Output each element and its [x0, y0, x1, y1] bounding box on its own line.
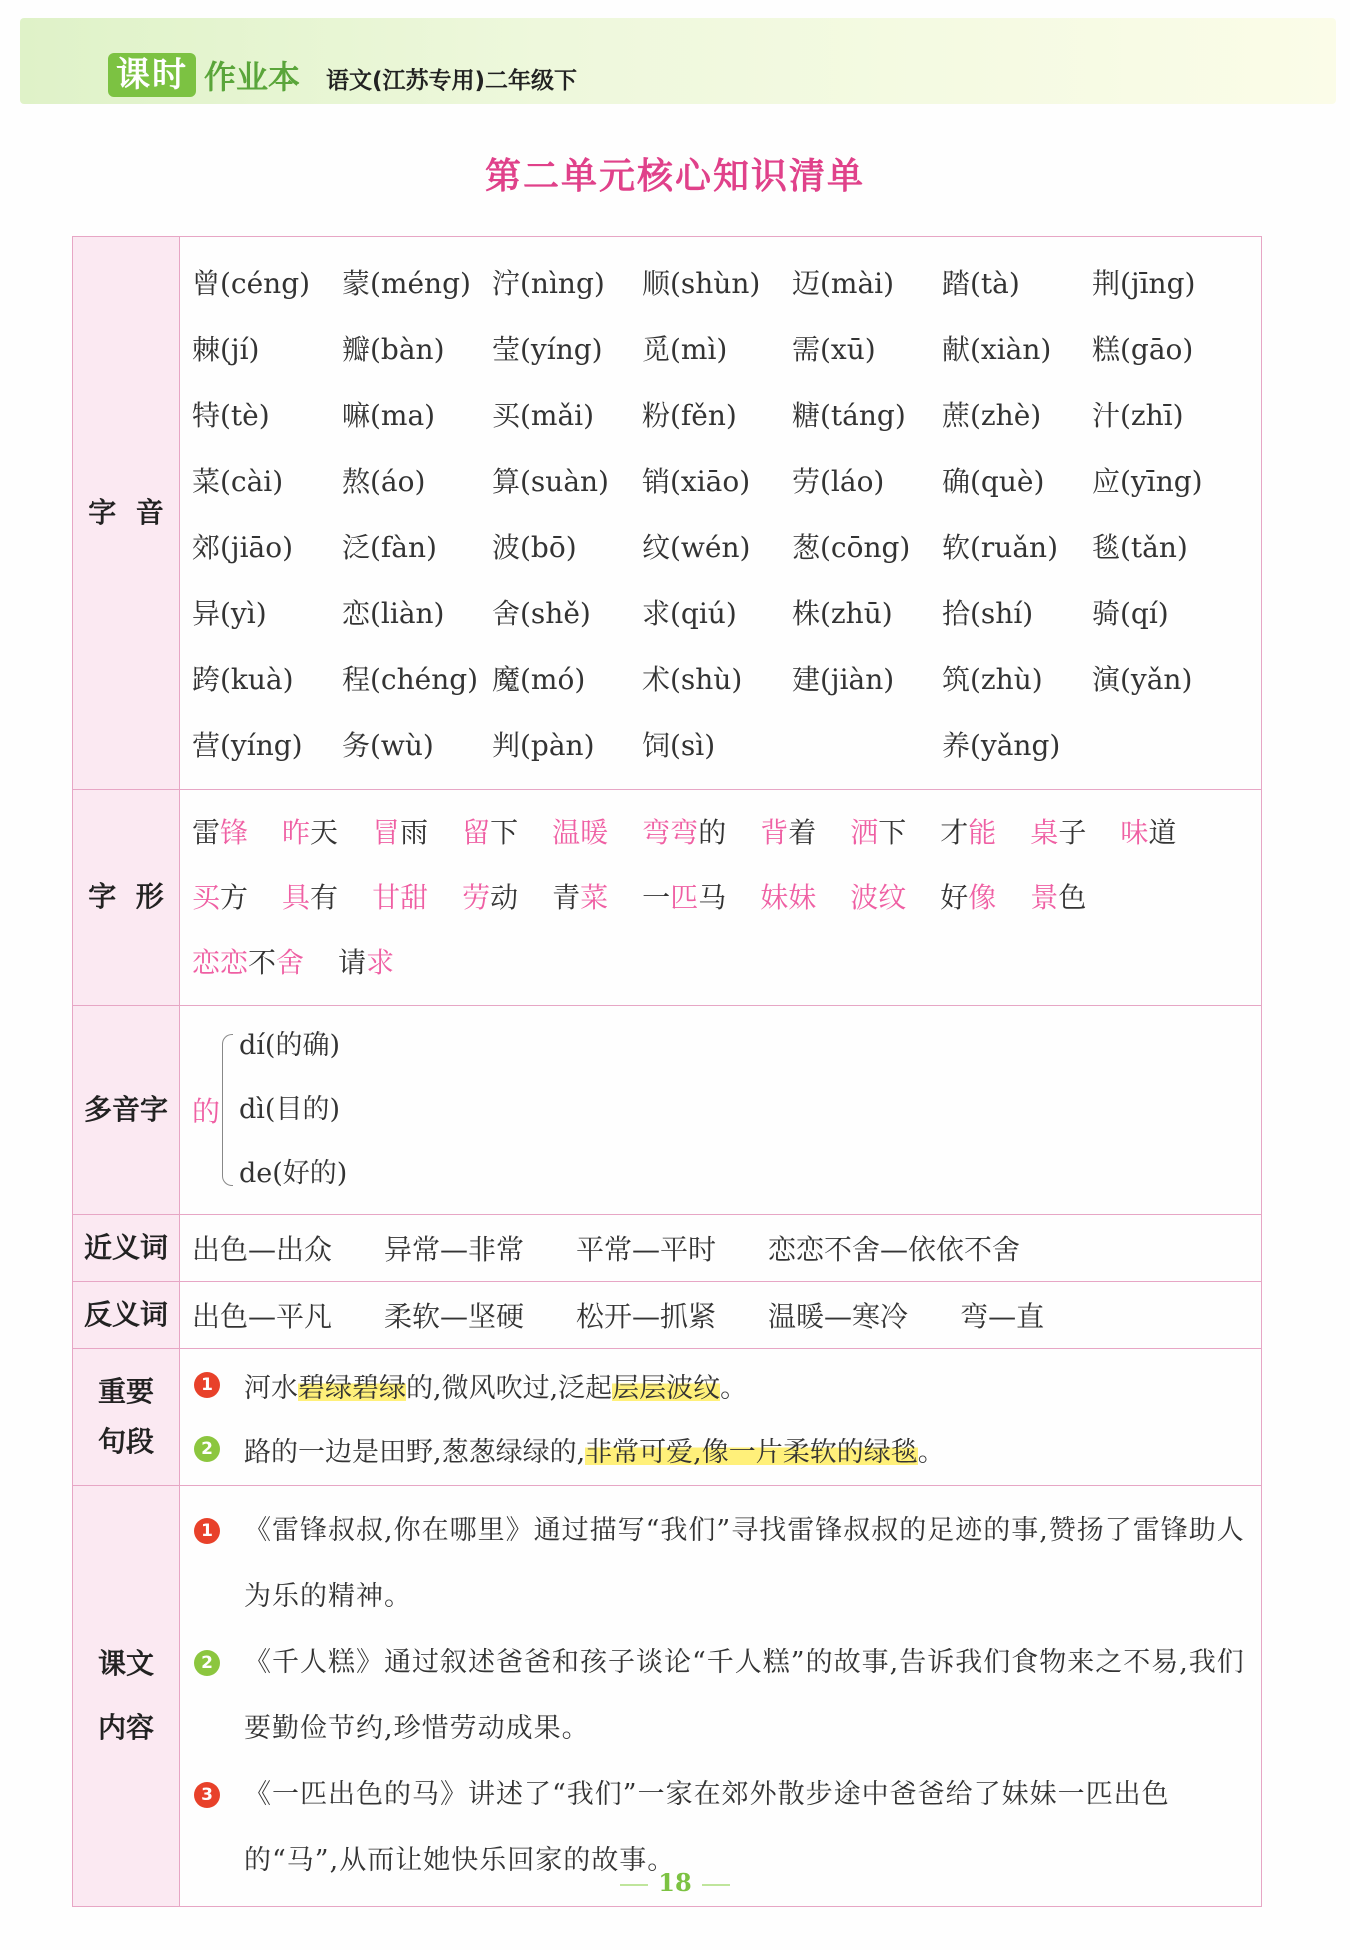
- synonym-list: [192, 1215, 1251, 1281]
- label-polyphone: 多音字: [73, 1006, 180, 1215]
- pronunciation-item: 纹(wén): [642, 531, 751, 564]
- pronunciation-item: 养(yǎng): [942, 729, 1061, 762]
- pronunciation-item: 筑(zhù): [942, 663, 1043, 696]
- pronunciation-item: 异(yì): [192, 597, 267, 630]
- polyphone-group: [192, 1006, 1251, 1214]
- pronunciation-item: 确(què): [942, 465, 1045, 498]
- brace: [222, 1034, 233, 1186]
- pronunciation-item: 瓣(bàn): [342, 333, 445, 366]
- pronunciation-item: 棘(jí): [192, 333, 260, 366]
- pronunciation-item: [1092, 713, 1242, 779]
- highlight: 非常可爱,像一片柔软的绿毯: [585, 1430, 918, 1469]
- number-badge: 1: [194, 1372, 220, 1398]
- subject-label: 语文(江苏专用)二年级下: [326, 68, 578, 94]
- antonym-pair: 温暖—寒冷: [768, 1300, 909, 1333]
- word-form-item: 冒雨: [372, 816, 429, 849]
- antonym-pair: 弯—直: [960, 1300, 1045, 1333]
- pronunciation-item: 粉(fěn): [642, 399, 737, 432]
- row-antonyms: [73, 1282, 1262, 1349]
- pronunciation-item: 跨(kuà): [192, 663, 294, 696]
- pronunciation-item: 销(xiāo): [642, 465, 751, 498]
- number-badge: 2: [194, 1436, 220, 1462]
- knowledge-table: [72, 236, 1262, 1907]
- lesson-paragraph: 1 《雷锋叔叔,你在哪里》通过描写“我们”寻找雷锋叔叔的足迹的事,赞扬了雷锋助人为乐的精神。: [180, 1498, 1251, 1630]
- row-polyphone: [73, 1006, 1262, 1215]
- pronunciation-item: 骑(qí): [1092, 597, 1169, 630]
- word-form-item: 一匹马: [642, 881, 727, 914]
- pronunciation-item: 蒙(méng): [342, 267, 471, 300]
- number-badge: 3: [194, 1782, 220, 1808]
- pronunciation-item: 需(xū): [792, 333, 876, 366]
- word-form-item: 青菜: [552, 881, 609, 914]
- pronunciation-item: 顺(shùn): [642, 267, 761, 300]
- word-form-item: 桌子: [1030, 816, 1087, 849]
- word-form-item: 劳动: [462, 881, 519, 914]
- pronunciation-item: 建(jiàn): [792, 663, 895, 696]
- pronunciation-item: 舍(shě): [492, 597, 591, 630]
- lesson-paragraph: 2 《千人糕》通过叙述爸爸和孩子谈论“千人糕”的故事,告诉我们食物来之不易,我们要勤俭节约,珍惜劳动成果。: [180, 1630, 1251, 1762]
- pronunciation-item: 特(tè): [192, 399, 270, 432]
- pronunciation-item: 熬(áo): [342, 465, 426, 498]
- pronunciation-item: 郊(jiāo): [192, 531, 294, 564]
- label-forms: 字 形: [73, 790, 180, 1006]
- reading-item: dí(的确): [239, 1030, 341, 1061]
- antonym-list: [192, 1282, 1251, 1348]
- pronunciation-item: 求(qiú): [642, 597, 737, 630]
- pronunciation-item: 觅(mì): [642, 333, 728, 366]
- highlight: 碧绿碧绿: [298, 1366, 406, 1405]
- page-footer: [0, 1868, 1350, 1897]
- pronunciation-item: 莹(yíng): [492, 333, 603, 366]
- pronunciation-item: 糖(táng): [792, 399, 906, 432]
- lesson-paragraphs: [180, 1486, 1251, 1906]
- pronunciation-item: 软(ruǎn): [942, 531, 1058, 564]
- label-pronunciation: 字 音: [73, 237, 180, 790]
- label-lesson-content: 课文 内容: [73, 1486, 180, 1907]
- reading-item: dì(目的): [239, 1094, 341, 1125]
- pronunciation-item: 株(zhū): [792, 597, 893, 630]
- synonym-pair: 出色—出众: [192, 1233, 333, 1266]
- pronunciation-item: 恋(liàn): [342, 597, 445, 630]
- row-key-sentences: [73, 1349, 1262, 1486]
- pronunciation-item: 劳(láo): [792, 465, 885, 498]
- word-form-item: 味道: [1120, 816, 1177, 849]
- word-form-item: 甘甜: [372, 881, 429, 914]
- antonym-pair: 出色—平凡: [192, 1300, 333, 1333]
- pronunciation-item: 泛(fàn): [342, 531, 437, 564]
- word-form-item: 买方: [192, 881, 249, 914]
- pronunciation-grid: [192, 237, 1251, 789]
- forms-list: [192, 790, 1251, 1005]
- label-synonyms: 近义词: [73, 1215, 180, 1282]
- word-form-item: 弯弯的: [642, 816, 727, 849]
- pronunciation-item: 糕(gāo): [1092, 333, 1194, 366]
- pronunciation-item: 程(chéng): [342, 663, 479, 696]
- word-form-item: 才能: [940, 816, 997, 849]
- word-form-item: 请求: [338, 946, 395, 979]
- row-synonyms: [73, 1215, 1262, 1282]
- pronunciation-item: 营(yíng): [192, 729, 303, 762]
- logo-text: 作业本: [204, 58, 301, 96]
- word-form-item: 洒下: [850, 816, 907, 849]
- pronunciation-item: 务(wù): [342, 729, 434, 762]
- pronunciation-item: 应(yīng): [1092, 465, 1203, 498]
- pronunciation-item: 买(mǎi): [492, 399, 595, 432]
- key-sentence-2: 2 路的一边是田野,葱葱绿绿的, 非常可爱,像一片柔软的绿毯 。: [180, 1417, 1261, 1481]
- book-logo: [108, 52, 300, 98]
- pronunciation-item: 拾(shí): [942, 597, 1034, 630]
- antonym-pair: 松开—抓紧: [576, 1300, 717, 1333]
- pronunciation-item: [792, 713, 942, 779]
- antonym-pair: 柔软—坚硬: [384, 1300, 525, 1333]
- pronunciation-item: 泞(nìng): [492, 267, 605, 300]
- pronunciation-item: 演(yǎn): [1092, 663, 1193, 696]
- synonym-pair: 恋恋不舍—依依不舍: [768, 1233, 1021, 1266]
- word-form-item: 景色: [1030, 881, 1087, 914]
- key-sentence-1: 1 河水 碧绿碧绿 的,微风吹过,泛起 层层波纹 。: [180, 1353, 1261, 1417]
- word-form-item: 好像: [940, 881, 997, 914]
- row-pronunciation: [73, 237, 1262, 790]
- number-badge: 2: [194, 1650, 220, 1676]
- pronunciation-item: 菜(cài): [192, 465, 284, 498]
- word-form-item: 具有: [282, 881, 339, 914]
- word-form-item: 波纹: [850, 881, 907, 914]
- word-form-item: 恋恋不舍: [192, 946, 305, 979]
- label-key-sentences: 重要 句段: [73, 1349, 180, 1486]
- page-number: 18: [658, 1868, 692, 1897]
- pronunciation-item: 献(xiàn): [942, 333, 1052, 366]
- logo-mark: 课时: [108, 53, 196, 97]
- number-badge: 1: [194, 1518, 220, 1544]
- label-antonyms: 反义词: [73, 1282, 180, 1349]
- pronunciation-item: 汁(zhī): [1092, 399, 1184, 432]
- pronunciation-item: 术(shù): [642, 663, 743, 696]
- pronunciation-item: 波(bō): [492, 531, 577, 564]
- pronunciation-item: 判(pàn): [492, 729, 595, 762]
- page-title: 第二单元核心知识清单: [484, 156, 865, 197]
- pronunciation-item: 算(suàn): [492, 465, 609, 498]
- polyphone-char: 的: [192, 1095, 221, 1128]
- highlight: 层层波纹: [612, 1366, 720, 1405]
- word-form-item: 背着: [760, 816, 817, 849]
- pronunciation-item: 毯(tǎn): [1092, 531, 1188, 564]
- pronunciation-item: 踏(tà): [942, 267, 1020, 300]
- synonym-pair: 平常—平时: [576, 1233, 717, 1266]
- word-form-item: 昨天: [282, 816, 339, 849]
- word-form-item: 雷锋: [192, 816, 249, 849]
- pronunciation-item: 曾(céng): [192, 267, 311, 300]
- word-form-item: 留下: [462, 816, 519, 849]
- word-form-item: 妹妹: [760, 881, 817, 914]
- row-forms: [73, 790, 1262, 1006]
- pronunciation-item: 魔(mó): [492, 663, 586, 696]
- row-lesson-content: [73, 1486, 1262, 1907]
- synonym-pair: 异常—非常: [384, 1233, 525, 1266]
- pronunciation-item: 迈(mài): [792, 267, 895, 300]
- pronunciation-item: 葱(cōng): [792, 531, 911, 564]
- reading-item: de(好的): [239, 1158, 348, 1189]
- word-form-item: 温暖: [552, 816, 609, 849]
- pronunciation-item: 饲(sì): [642, 729, 716, 762]
- lesson-paragraph: 3 《一匹出色的马》讲述了“我们”一家在郊外散步途中爸爸给了妹妹一匹出色的“马”,从而让她快乐回家的故事。: [180, 1762, 1251, 1894]
- pronunciation-item: 蔗(zhè): [942, 399, 1042, 432]
- pronunciation-item: 荆(jīng): [1092, 267, 1196, 300]
- pronunciation-item: 嘛(ma): [342, 399, 436, 432]
